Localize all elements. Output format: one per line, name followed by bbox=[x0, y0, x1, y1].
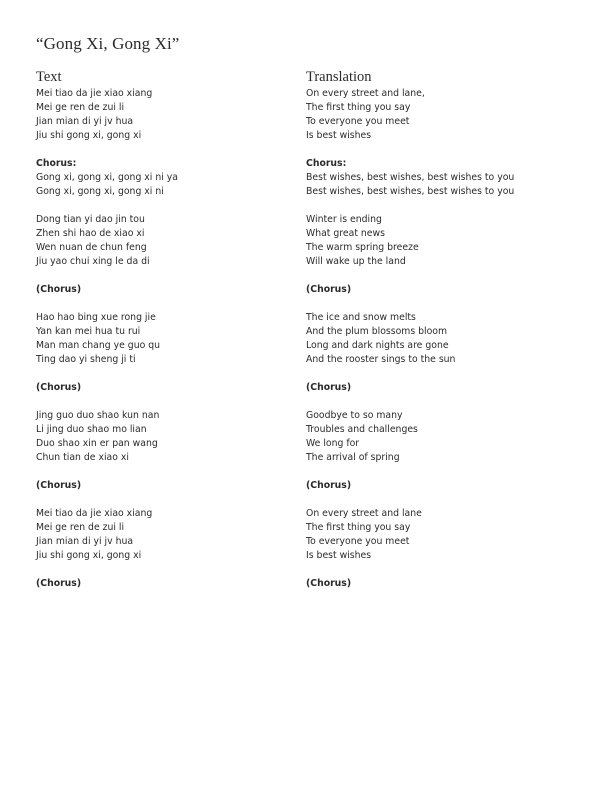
lyric-line: Jiu shi gong xi, gong xi bbox=[36, 550, 142, 561]
page-title: “Gong Xi, Gong Xi” bbox=[36, 34, 180, 53]
translation-line: To everyone you meet bbox=[306, 116, 410, 127]
translation-line: The first thing you say bbox=[306, 102, 411, 113]
lyric-line: Jiu shi gong xi, gong xi bbox=[36, 130, 142, 141]
translation-line: On every street and lane, bbox=[306, 88, 425, 99]
text-verse-4 bbox=[36, 409, 286, 465]
text-chorus-refrain bbox=[36, 577, 286, 591]
translation-line: Winter is ending bbox=[306, 214, 382, 225]
chorus-refrain: (Chorus) bbox=[36, 284, 82, 295]
lyric-line: Man man chang ye guo qu bbox=[36, 340, 161, 351]
translation-line: To everyone you meet bbox=[306, 536, 410, 547]
lyric-line: Li jing duo shao mo lian bbox=[36, 424, 147, 435]
translation-chorus-refrain bbox=[306, 381, 596, 395]
translation-line: The warm spring breeze bbox=[306, 242, 419, 253]
text-verse-5 bbox=[36, 507, 286, 563]
text-heading: Text bbox=[36, 69, 62, 85]
translation-line: And the rooster sings to the sun bbox=[306, 354, 456, 365]
translation-chorus-refrain bbox=[306, 479, 596, 493]
lyric-line: Dong tian yi dao jin tou bbox=[36, 214, 145, 225]
translation-line: Long and dark nights are gone bbox=[306, 340, 449, 351]
lyric-line: Mei tiao da jie xiao xiang bbox=[36, 88, 153, 99]
lyric-line: Jian mian di yi jv hua bbox=[36, 536, 134, 547]
chorus-header: Chorus: bbox=[36, 158, 77, 169]
translation-verse-3 bbox=[306, 311, 596, 367]
lyric-line: Hao hao bing xue rong jie bbox=[36, 312, 156, 323]
chorus-refrain: (Chorus) bbox=[306, 480, 352, 491]
lyric-line: Zhen shi hao de xiao xi bbox=[36, 228, 145, 239]
translation-chorus bbox=[306, 157, 596, 199]
translation-heading: Translation bbox=[306, 69, 372, 85]
lyric-line: Jiu yao chui xing le da di bbox=[36, 256, 150, 267]
translation-line: Goodbye to so many bbox=[306, 410, 403, 421]
translation-verse-2 bbox=[306, 213, 596, 269]
chorus-refrain: (Chorus) bbox=[306, 382, 352, 393]
lyric-line: Jing guo duo shao kun nan bbox=[36, 410, 160, 421]
translation-verse-5 bbox=[306, 507, 596, 563]
text-chorus-refrain bbox=[36, 381, 286, 395]
lyric-line: Ting dao yi sheng ji ti bbox=[36, 354, 136, 365]
translation-line: On every street and lane bbox=[306, 508, 422, 519]
translation-line: We long for bbox=[306, 438, 360, 449]
chorus-refrain: (Chorus) bbox=[306, 578, 352, 589]
lyric-line: Duo shao xin er pan wang bbox=[36, 438, 158, 449]
text-chorus-refrain bbox=[36, 479, 286, 493]
text-column bbox=[36, 69, 286, 605]
translation-line: The arrival of spring bbox=[306, 452, 400, 463]
text-verse-3 bbox=[36, 311, 286, 367]
translation-line: The ice and snow melts bbox=[306, 312, 416, 323]
translation-chorus-refrain bbox=[306, 283, 596, 297]
lyric-line: Wen nuan de chun feng bbox=[36, 242, 147, 253]
translation-line: Will wake up the land bbox=[306, 256, 406, 267]
text-chorus bbox=[36, 157, 286, 199]
translation-line: And the plum blossoms bloom bbox=[306, 326, 448, 337]
translation-line: The first thing you say bbox=[306, 522, 411, 533]
chorus-refrain: (Chorus) bbox=[36, 382, 82, 393]
translation-line: Is best wishes bbox=[306, 550, 372, 561]
lyric-line: Gong xi, gong xi, gong xi ni ya bbox=[36, 172, 178, 183]
chorus-refrain: (Chorus) bbox=[36, 480, 82, 491]
translation-line: What great news bbox=[306, 228, 385, 239]
translation-chorus-refrain bbox=[306, 577, 596, 591]
translation-verse-4 bbox=[306, 409, 596, 465]
lyric-line: Mei ge ren de zui li bbox=[36, 102, 125, 113]
chorus-refrain: (Chorus) bbox=[306, 284, 352, 295]
text-chorus-refrain bbox=[36, 283, 286, 297]
lyric-line: Mei ge ren de zui li bbox=[36, 522, 125, 533]
translation-column bbox=[306, 69, 596, 605]
lyric-line: Gong xi, gong xi, gong xi ni bbox=[36, 186, 164, 197]
text-verse-2 bbox=[36, 213, 286, 269]
translation-line: Best wishes, best wishes, best wishes to you bbox=[306, 172, 515, 183]
lyric-line: Chun tian de xiao xi bbox=[36, 452, 129, 463]
chorus-header: Chorus: bbox=[306, 158, 347, 169]
lyric-line: Jian mian di yi jv hua bbox=[36, 116, 134, 127]
lyric-line: Mei tiao da jie xiao xiang bbox=[36, 508, 153, 519]
translation-line: Best wishes, best wishes, best wishes to you bbox=[306, 186, 515, 197]
translation-line: Troubles and challenges bbox=[306, 424, 418, 435]
chorus-refrain: (Chorus) bbox=[36, 578, 82, 589]
text-verse-1 bbox=[36, 87, 286, 143]
translation-line: Is best wishes bbox=[306, 130, 372, 141]
translation-verse-1 bbox=[306, 87, 596, 143]
lyric-line: Yan kan mei hua tu rui bbox=[36, 326, 141, 337]
